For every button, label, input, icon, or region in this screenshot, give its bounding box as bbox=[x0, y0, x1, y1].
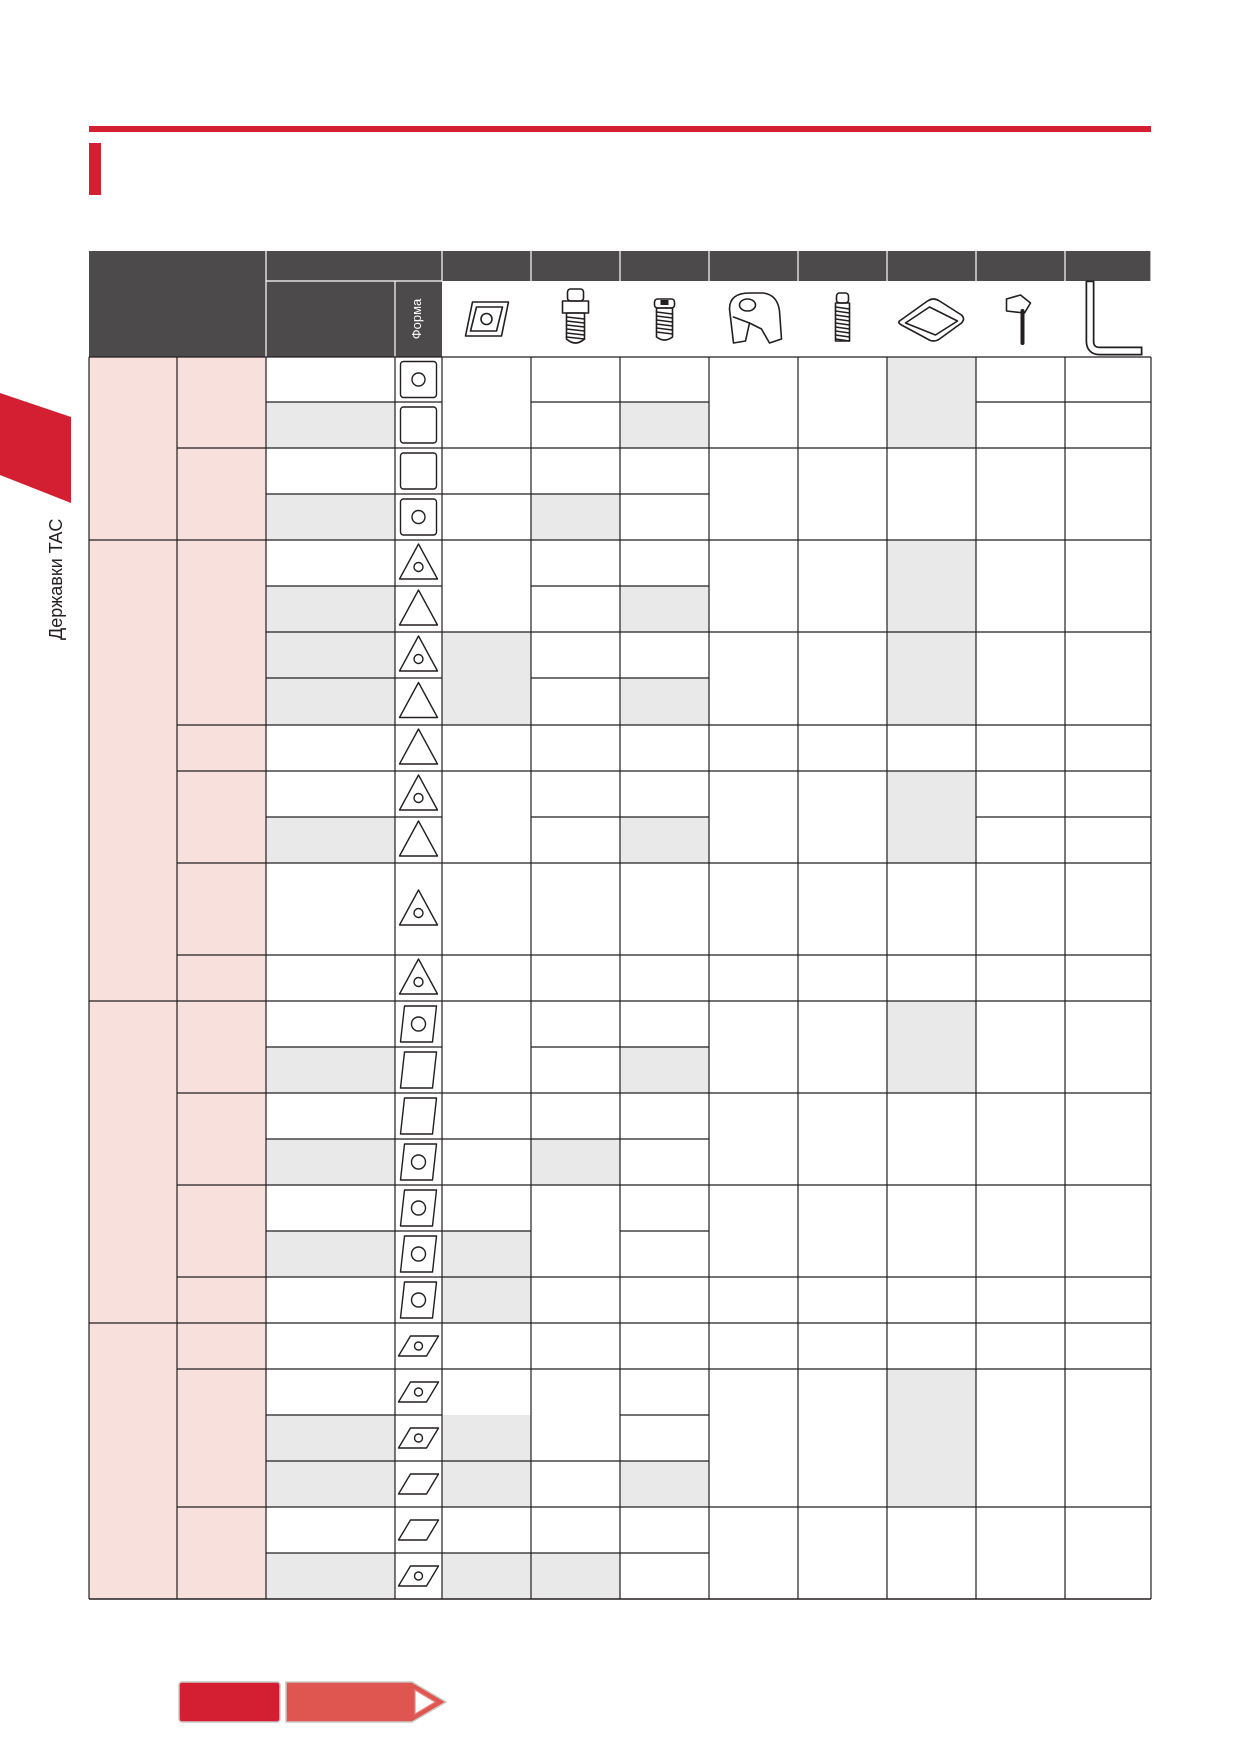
prev-page-button[interactable] bbox=[178, 1680, 281, 1724]
shape-column-label: Форма bbox=[409, 298, 424, 340]
insert-triangle-hole-icon bbox=[400, 636, 438, 671]
insert-rhomb80-icon bbox=[401, 1052, 437, 1088]
insert-rhomb35-hole-icon bbox=[399, 1428, 439, 1448]
insert-triangle-icon bbox=[400, 683, 438, 718]
insert-rhomb35-hole-icon bbox=[399, 1382, 439, 1402]
insert-triangle-icon bbox=[400, 590, 438, 625]
insert-square-icon bbox=[401, 453, 437, 489]
insert-square-hole-icon bbox=[401, 362, 437, 398]
insert-rhomb80-hole-icon bbox=[401, 1144, 437, 1180]
section-label: Державки TAC bbox=[46, 518, 66, 640]
insert-rhomb80-hole-icon bbox=[401, 1190, 437, 1226]
insert-triangle-icon bbox=[400, 729, 438, 764]
shape-column bbox=[399, 362, 439, 1587]
insert-square-icon bbox=[401, 407, 437, 443]
insert-rhomb35-hole-icon bbox=[399, 1336, 439, 1356]
insert-triangle-icon bbox=[400, 821, 438, 856]
insert-triangle-hole-icon bbox=[400, 775, 438, 810]
insert-rhomb80-hole-icon bbox=[401, 1006, 437, 1042]
insert-rhomb80-hole-icon bbox=[401, 1236, 437, 1272]
insert-rhomb35-icon bbox=[399, 1520, 439, 1540]
next-page-button[interactable] bbox=[284, 1680, 448, 1724]
insert-square-hole-icon bbox=[401, 499, 437, 535]
insert-rhomb80-hole-icon bbox=[401, 1282, 437, 1318]
insert-rhomb35-hole-icon bbox=[399, 1566, 439, 1586]
insert-rhomb80-icon bbox=[401, 1098, 437, 1134]
insert-triangle-hole-icon bbox=[400, 890, 438, 925]
insert-triangle-hole-icon bbox=[400, 959, 438, 994]
insert-rhomb35-icon bbox=[399, 1474, 439, 1494]
insert-triangle-hole-icon bbox=[400, 544, 438, 579]
